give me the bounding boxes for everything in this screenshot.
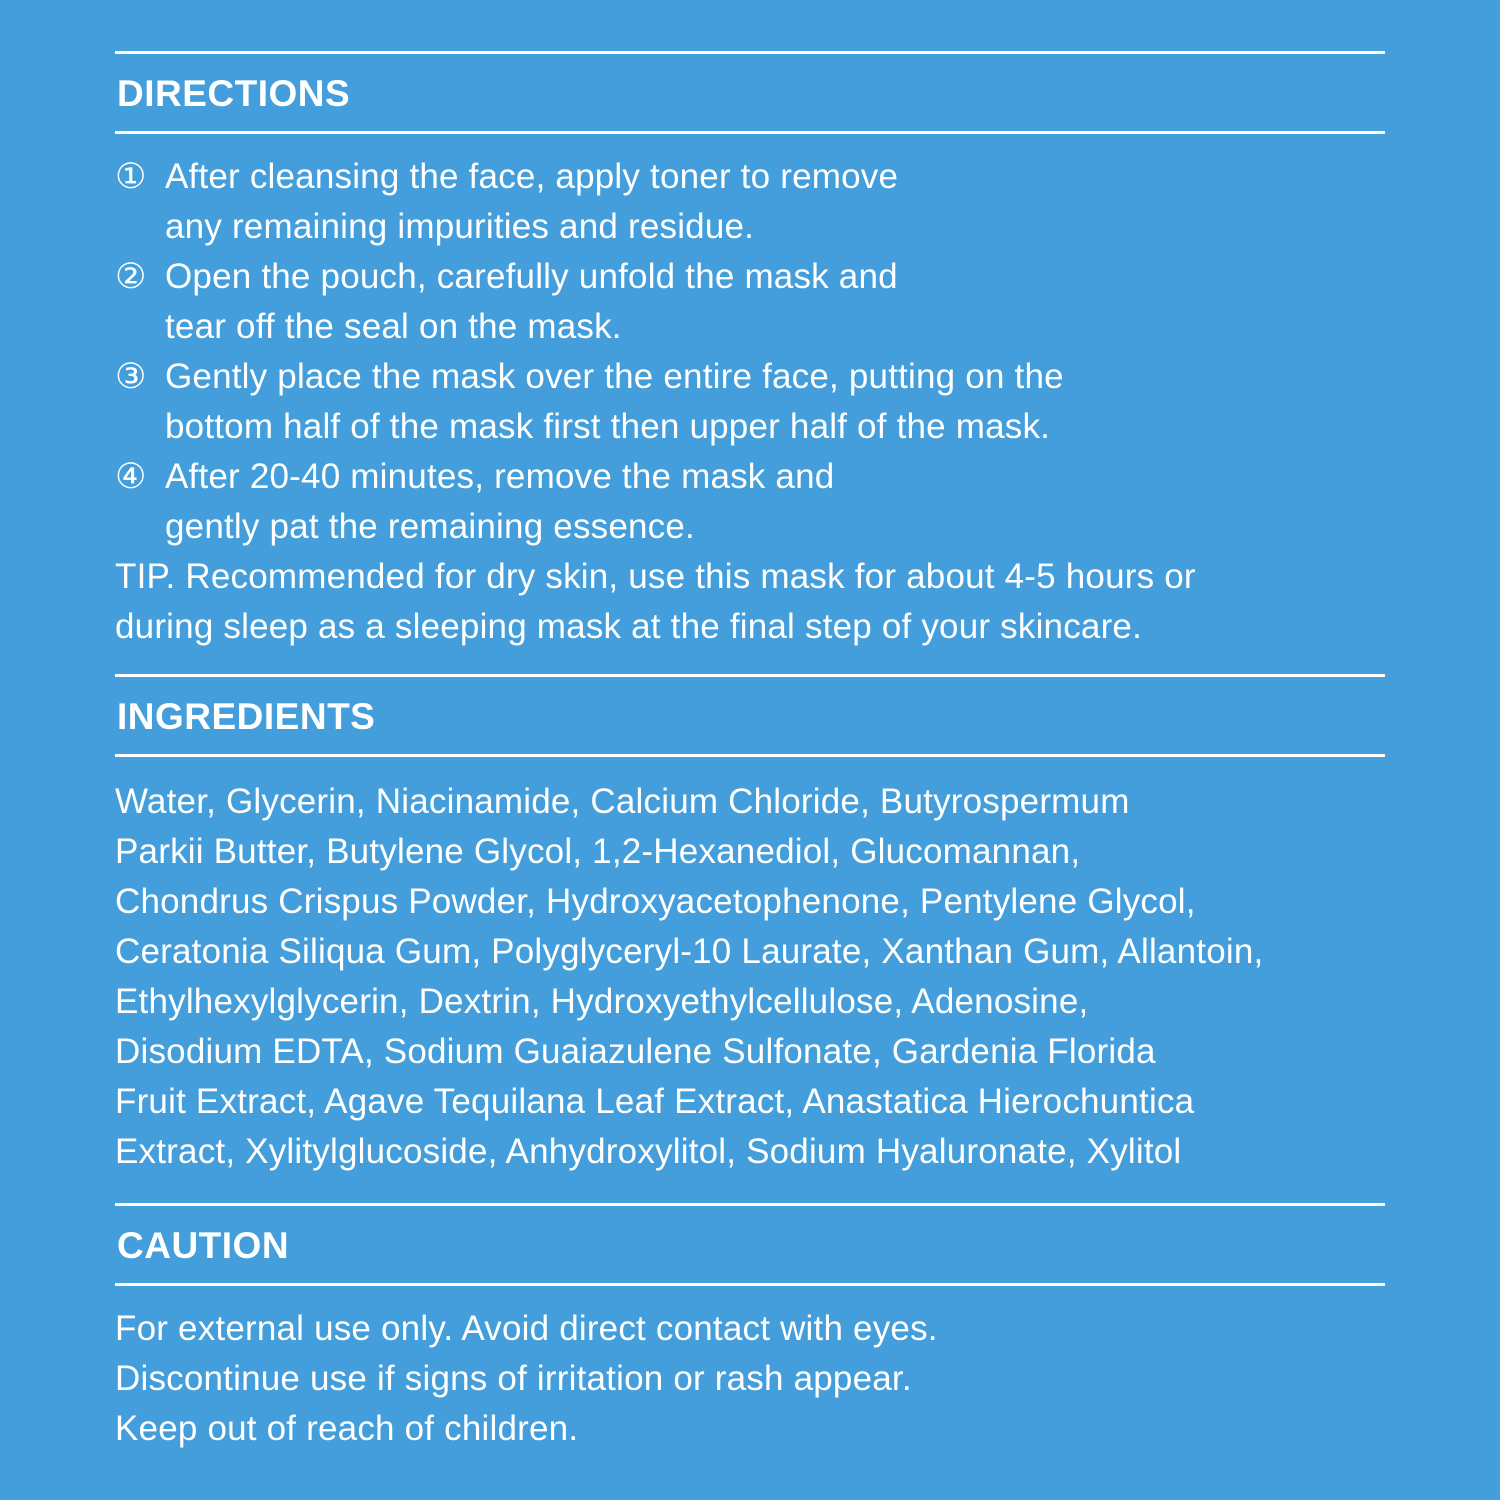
- ingredients-line: Disodium EDTA, Sodium Guaiazulene Sulfonate, Gardenia Florida: [115, 1032, 1156, 1071]
- caution-body: [115, 1286, 1385, 1454]
- step-2-line-1: Open the pouch, carefully unfold the mask and: [165, 257, 898, 296]
- ingredients-line: Ceratonia Siliqua Gum, Polyglyceryl-10 Laurate, Xanthan Gum, Allantoin,: [115, 932, 1264, 971]
- direction-step: [115, 452, 1385, 552]
- step-1-line-1: After cleansing the face, apply toner to remove: [165, 157, 899, 196]
- step-1-line-2: any remaining impurities and residue.: [165, 207, 755, 246]
- step-3-line-2: bottom half of the mask first then upper half of the mask.: [165, 407, 1051, 446]
- step-4-number-icon: ④: [115, 457, 147, 496]
- step-4-line-1: After 20-40 minutes, remove the mask and: [165, 457, 835, 496]
- ingredients-line: Ethylhexylglycerin, Dextrin, Hydroxyethylcellulose, Adenosine,: [115, 982, 1089, 1021]
- direction-step: [115, 152, 1385, 252]
- step-3-line-1: Gently place the mask over the entire face, putting on the: [165, 357, 1064, 396]
- direction-step: [115, 352, 1385, 452]
- caution-title: CAUTION: [117, 1225, 290, 1266]
- ingredients-line: Water, Glycerin, Niacinamide, Calcium Chloride, Butyrospermum: [115, 782, 1130, 821]
- caution-line: Keep out of reach of children.: [115, 1409, 579, 1448]
- step-3-text: [165, 352, 1385, 452]
- directions-body: [115, 134, 1385, 674]
- step-1-number-icon: ①: [115, 157, 147, 196]
- step-2-number-icon: ②: [115, 257, 147, 296]
- step-1-text: [165, 152, 1385, 252]
- caution-line: For external use only. Avoid direct contact with eyes.: [115, 1309, 938, 1348]
- step-2-line-2: tear off the seal on the mask.: [165, 307, 622, 346]
- direction-step: [115, 252, 1385, 352]
- step-4-line-2: gently pat the remaining essence.: [165, 507, 695, 546]
- tip-line: during sleep as a sleeping mask at the final step of your skincare.: [115, 607, 1143, 646]
- ingredients-line: Chondrus Crispus Powder, Hydroxyacetophenone, Pentylene Glycol,: [115, 882, 1196, 921]
- ingredients-body: [115, 757, 1385, 1203]
- ingredients-line: Parkii Butter, Butylene Glycol, 1,2-Hexanediol, Glucomannan,: [115, 832, 1081, 871]
- ingredients-line: Fruit Extract, Agave Tequilana Leaf Extract, Anastatica Hierochuntica: [115, 1082, 1195, 1121]
- step-3-number-icon: ③: [115, 357, 147, 396]
- ingredients-title: INGREDIENTS: [117, 696, 376, 737]
- tip-line: TIP. Recommended for dry skin, use this mask for about 4-5 hours or: [115, 557, 1196, 596]
- caution-line: Discontinue use if signs of irritation or rash appear.: [115, 1359, 912, 1398]
- step-2-text: [165, 252, 1385, 352]
- step-4-text: [165, 452, 1385, 552]
- directions-title: DIRECTIONS: [117, 73, 351, 114]
- ingredients-line: Extract, Xylitylglucoside, Anhydroxylitol, Sodium Hyaluronate, Xylitol: [115, 1132, 1182, 1171]
